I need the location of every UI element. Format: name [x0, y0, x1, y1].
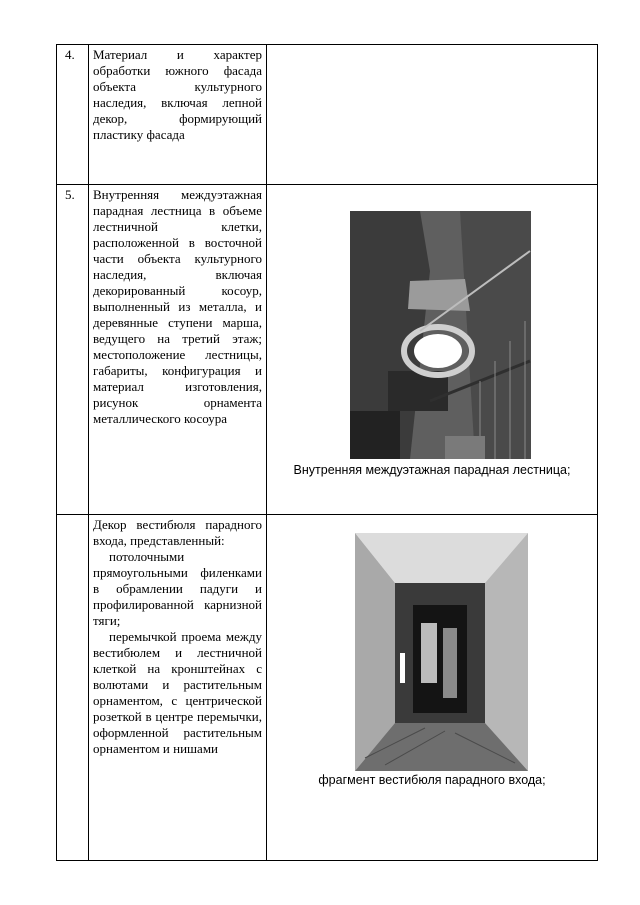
- row-number-cell: [57, 515, 89, 860]
- photo-caption: фрагмент вестибюля парадного входа;: [318, 773, 546, 787]
- row-description-cell: [89, 515, 267, 860]
- vestibule-photo: [355, 533, 528, 771]
- row-description: [93, 517, 262, 757]
- staircase-photo: [350, 211, 531, 459]
- table-row: [57, 514, 597, 860]
- row-number: 4.: [65, 47, 75, 62]
- row-description: Внутренняя междуэтажная парадная лестница в объеме лестничной клетки, расположенной в восточной части объекта культурного наследия, включая декорированный косоур, выполненный из металла, и деревянные ступени марша, ведущего на третий этаж; местоположение лестницы, габариты, конфигурация и материал изготовления, рисунок орнамента металлического косоура: [93, 187, 262, 426]
- description-paragraph: перемычкой проема между вестибюлем и лестничной клеткой на кронштейнах с волютами и растительным орнаментом, с центрической розеткой в центре перемычки, оформленной растительным орнаментом и нишами: [93, 629, 262, 756]
- row-illustration-cell: [267, 45, 597, 184]
- table-row: [57, 184, 597, 514]
- row-number: 5.: [65, 187, 75, 202]
- row-description-cell: [89, 185, 267, 514]
- description-paragraph: потолочными прямоугольными филенками в обрамлении падуги и профилированной карнизной тяги;: [93, 549, 262, 628]
- row-illustration-cell: [267, 185, 597, 514]
- description-paragraph: Декор вестибюля парадного входа, представленный:: [93, 517, 262, 548]
- table-row: [57, 44, 597, 184]
- photo-caption: Внутренняя междуэтажная парадная лестница;: [293, 463, 571, 477]
- row-number-cell: [57, 45, 89, 184]
- monument-features-table: [56, 44, 598, 861]
- row-description: Материал и характер обработки южного фасада объекта культурного наследия, включая лепной декор, формирующий пластику фасада: [93, 47, 262, 142]
- row-number-cell: [57, 185, 89, 514]
- row-illustration-cell: [267, 515, 597, 860]
- row-description-cell: [89, 45, 267, 184]
